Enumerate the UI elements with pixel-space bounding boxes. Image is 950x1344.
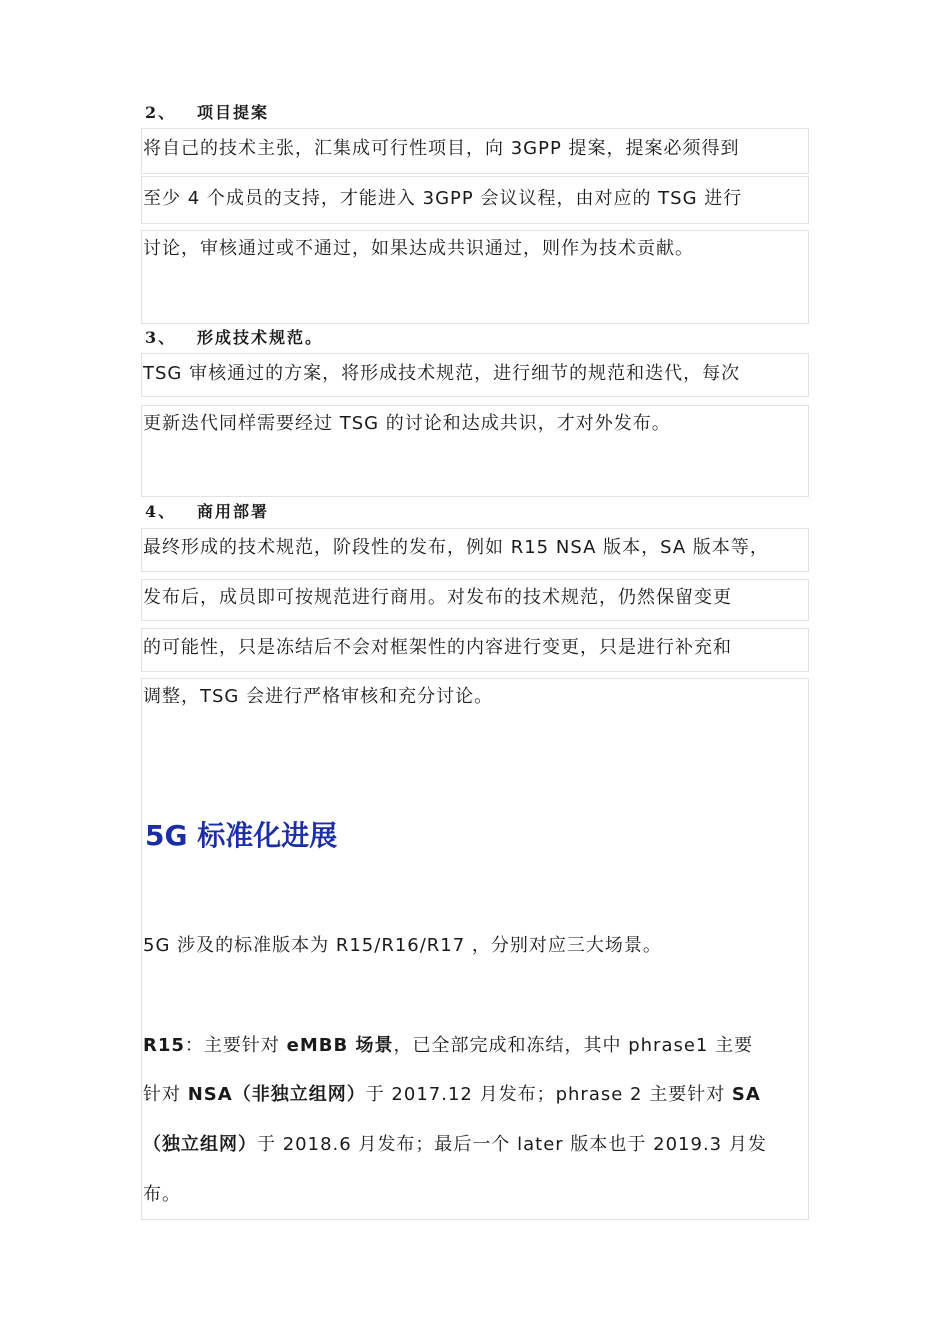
paragraph-line: 将自己的技术主张，汇集成可行性项目，向 3GPP 提案，提案必须得到	[143, 138, 740, 159]
paragraph-line: 最终形成的技术规范，阶段性的发布，例如 R15 NSA 版本，SA 版本等，	[143, 537, 769, 558]
text-span: 针对	[143, 1084, 188, 1105]
sa-term: SA	[731, 1084, 761, 1105]
section-number: 3、	[145, 328, 177, 347]
paragraph-line: 至少 4 个成员的支持，才能进入 3GPP 会议议程，由对应的 TSG 进行	[143, 188, 743, 209]
text-span: ，已全部完成和冻结，其中 phrase1 主要	[393, 1035, 754, 1056]
text-span: 于 2018.6 月发布；最后一个 later 版本也于 2019.3 月发	[257, 1134, 767, 1155]
text-span: 于 2017.12 月发布；phrase 2 主要针对	[365, 1084, 732, 1105]
embb-term: eMBB 场景	[286, 1035, 394, 1056]
section-title: 形成技术规范。	[197, 328, 324, 347]
paragraph-line: TSG 审核通过的方案，将形成技术规范，进行细节的规范和迭代，每次	[143, 363, 741, 384]
r15-line-2	[143, 1080, 761, 1106]
section-number: 4、	[145, 502, 177, 521]
section-title: 项目提案	[197, 103, 270, 122]
r15-line-3	[143, 1130, 767, 1156]
r15-label: R15	[143, 1035, 185, 1056]
section-title-5g-progress: 5G 标准化进展	[145, 819, 338, 852]
paragraph-line: 的可能性，只是冻结后不会对框架性的内容进行变更，只是进行补充和	[143, 637, 732, 658]
nsa-term: NSA（非独立组网）	[187, 1084, 366, 1105]
intro-paragraph: 5G 涉及的标准版本为 R15/R16/R17 ，分别对应三大场景。	[143, 935, 662, 956]
sa-term-desc: （独立组网）	[143, 1134, 257, 1155]
r15-line-1	[143, 1031, 753, 1057]
paragraph-line: 更新迭代同样需要经过 TSG 的讨论和达成共识，才对外发布。	[143, 413, 671, 434]
section-title: 商用部署	[197, 502, 270, 521]
paragraph-line: 调整，TSG 会进行严格审核和充分讨论。	[143, 686, 494, 707]
section-4-heading	[145, 499, 269, 522]
r15-line-4: 布。	[143, 1184, 181, 1205]
section-3-heading	[145, 325, 323, 348]
paragraph-line: 讨论，审核通过或不通过，如果达成共识通过，则作为技术贡献。	[143, 238, 694, 259]
section-2-heading	[145, 100, 269, 123]
section-number: 2、	[145, 103, 177, 122]
text-span: ：主要针对	[184, 1035, 287, 1056]
paragraph-line: 发布后，成员即可按规范进行商用。对发布的技术规范，仍然保留变更	[143, 587, 732, 608]
